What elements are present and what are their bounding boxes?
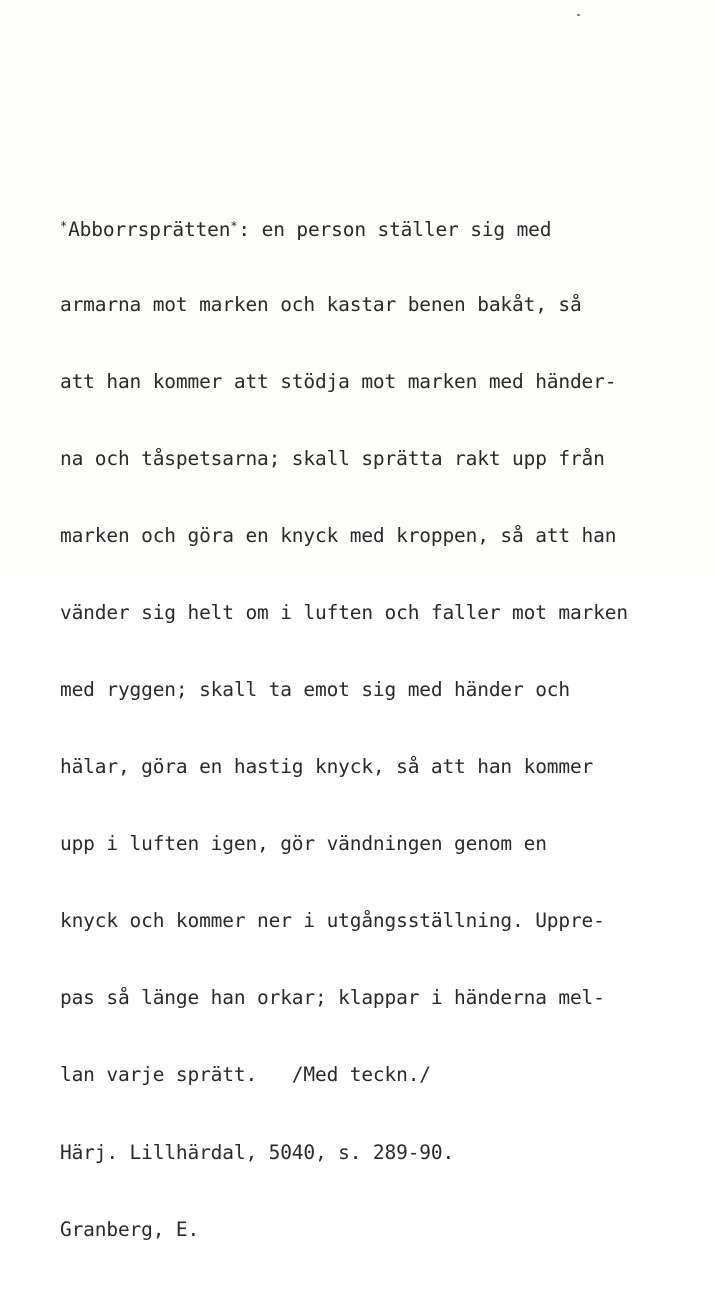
line-text: : en person ställer sig med <box>238 218 552 242</box>
paper-speck <box>577 14 580 16</box>
text-line-6: vänder sig helt om i luften och faller mot marken <box>60 600 628 624</box>
asterisk-mark-left: * <box>60 219 68 234</box>
text-line-2: armarna mot marken och kastar benen bakåt, så <box>60 292 582 316</box>
text-line-1 <box>60 214 628 240</box>
text-line-3: att han kommer att stödja mot marken med händer- <box>60 369 617 393</box>
text-line-12: lan varje sprätt. /Med teckn./ <box>60 1063 431 1087</box>
entry-title: Abborrsprätten <box>68 218 231 242</box>
typewritten-text <box>60 163 628 1294</box>
text-line-5: marken och göra en knyck med kroppen, så att han <box>60 523 617 547</box>
source-reference: Härj. Lillhärdal, 5040, s. 289-90. <box>60 1140 455 1164</box>
text-line-7: med ryggen; skall ta emot sig med händer och <box>60 677 570 701</box>
text-line-8: hälar, göra en hastig knyck, så att han kommer <box>60 755 594 779</box>
informant-name: Granberg, E. <box>60 1217 200 1241</box>
text-line-11: pas så länge han orkar; klappar i händerna mel- <box>60 986 605 1010</box>
text-line-10: knyck och kommer ner i utgångsställning. Uppre- <box>60 909 605 933</box>
asterisk-mark-right: * <box>230 219 238 234</box>
text-line-4: na och tåspetsarna; skall sprätta rakt upp från <box>60 446 605 470</box>
text-line-9: upp i luften igen, gör vändningen genom en <box>60 832 547 856</box>
